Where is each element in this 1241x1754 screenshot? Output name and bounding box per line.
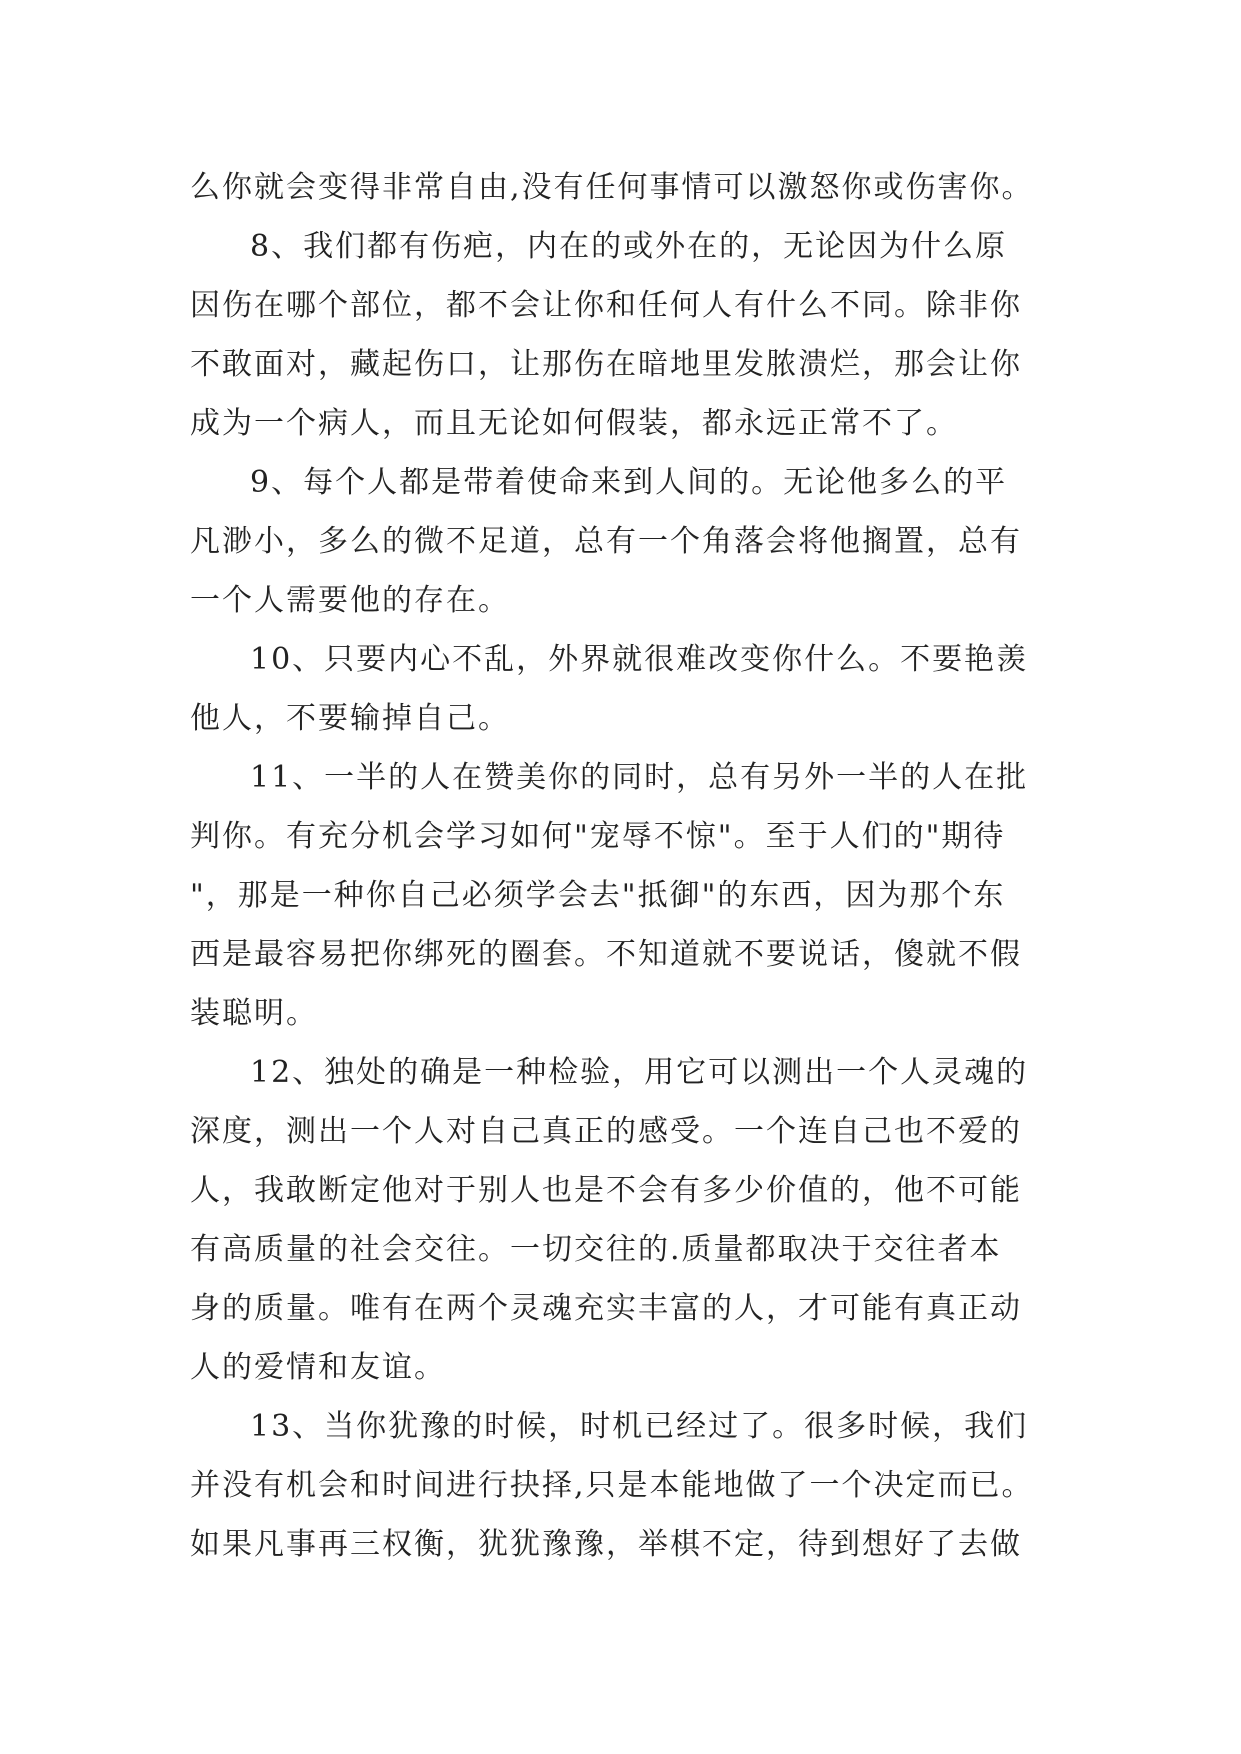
paragraph-8-start: 8、我们都有伤疤，内在的或外在的，无论因为什么原 — [250, 229, 1008, 264]
text-line: 判你。有充分机会学习如何"宠辱不惊"。至于人们的"期待 — [190, 819, 1006, 854]
text-line: 并没有机会和时间进行抉择,只是本能地做了一个决定而已。 — [190, 1468, 1034, 1503]
text-line: 如果凡事再三权衡，犹犹豫豫，举棋不定，待到想好了去做 — [190, 1527, 1022, 1562]
paragraph-12-start: 12、独处的确是一种检验，用它可以测出一个人灵魂的 — [250, 1055, 1029, 1090]
paragraph-13-start: 13、当你犹豫的时候，时机已经过了。很多时候，我们 — [250, 1409, 1029, 1444]
text-line: 他人，不要输掉自己。 — [190, 701, 510, 736]
document-body — [190, 158, 1090, 1574]
paragraph-11-start: 11、一半的人在赞美你的同时，总有另外一半的人在批 — [250, 760, 1029, 795]
text-line: 人，我敢断定他对于别人也是不会有多少价值的，他不可能 — [190, 1173, 1022, 1208]
text-line: 因伤在哪个部位，都不会让你和任何人有什么不同。除非你 — [190, 288, 1022, 323]
text-line: 有高质量的社会交往。一切交往的.质量都取决于交往者本 — [190, 1232, 1002, 1267]
text-line: 成为一个病人，而且无论如何假装，都永远正常不了。 — [190, 406, 958, 441]
text-line: 一个人需要他的存在。 — [190, 583, 510, 618]
text-line: 西是最容易把你绑死的圈套。不知道就不要说话，傻就不假 — [190, 937, 1022, 972]
text-line: 人的爱情和友谊。 — [190, 1350, 446, 1385]
text-line: 深度，测出一个人对自己真正的感受。一个连自己也不爱的 — [190, 1114, 1022, 1149]
text-line: "，那是一种你自己必须学会去"抵御"的东西，因为那个东 — [190, 878, 1006, 913]
paragraph-10-start: 10、只要内心不乱，外界就很难改变你什么。不要艳羡 — [250, 642, 1029, 677]
text-line: 身的质量。唯有在两个灵魂充实丰富的人，才可能有真正动 — [190, 1291, 1022, 1326]
paragraph-9-start: 9、每个人都是带着使命来到人间的。无论他多么的平 — [250, 465, 1008, 500]
text-line: 装聪明。 — [190, 996, 318, 1031]
text-line: 不敢面对，藏起伤口，让那伤在暗地里发脓溃烂，那会让你 — [190, 347, 1022, 382]
text-line: 凡渺小，多么的微不足道，总有一个角落会将他搁置，总有 — [190, 524, 1022, 559]
text-line: 么你就会变得非常自由,没有任何事情可以激怒你或伤害你。 — [190, 170, 1034, 205]
